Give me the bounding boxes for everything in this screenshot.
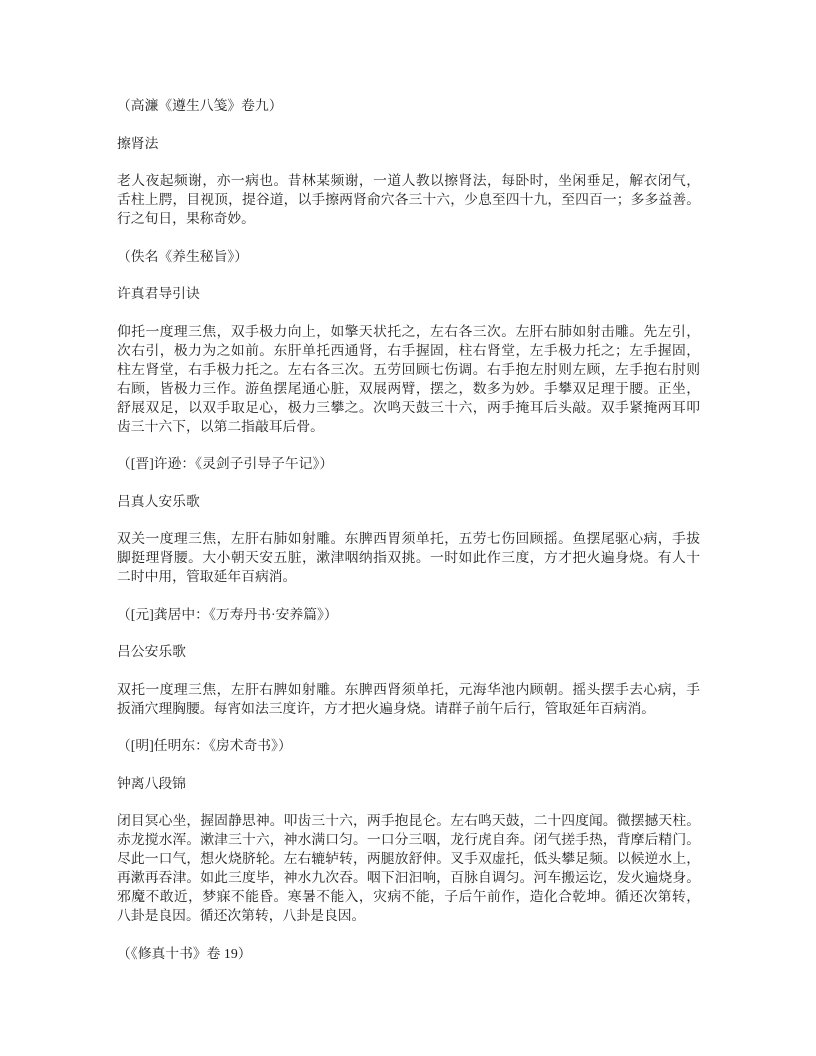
paragraph-line: 脚挺理肾腰。大小朝天安五脏，漱津咽纳指双挑。一时如此作三度，方才把火遍身烧。有人十 xyxy=(117,550,700,565)
source-citation: （[明]任明东：《房术奇书》） xyxy=(117,738,292,753)
paragraph-line: 再漱再吞津。如此三度毕，神水九次吞。咽下汩汩响，百脉自调匀。河车搬运讫，发火遍烧身。 xyxy=(117,870,700,885)
document-content xyxy=(117,96,700,963)
paragraph-line: 双托一度理三焦，左肝右脾如射雕。东脾西肾须单托，元海华池内顾朝。摇头摆手去心病，手 xyxy=(117,681,700,697)
section-heading: 吕公安乐歌 xyxy=(117,644,186,659)
paragraph xyxy=(117,171,700,228)
paragraph-line: 齿三十六下，以第二指敲耳后骨。 xyxy=(117,418,324,434)
paragraph-line: 柱左肾堂，右手极力托之。左右各三次。五劳回顾七伤调。右手抱左肘则左顾，左手抱右肘则 xyxy=(117,361,700,377)
paragraph-line: 行之旬日，果称奇妙。 xyxy=(117,211,255,226)
paragraph-line: 尽此一口气，想火烧脐轮。左右辘轳转，两腿放舒伸。叉手双虚托，低头攀足频。以候逆水上， xyxy=(117,851,700,866)
section-heading: 擦肾法 xyxy=(117,135,159,151)
paragraph xyxy=(117,529,700,586)
paragraph xyxy=(117,811,700,925)
paragraph-line: 扳涌穴理胸腰。每宵如法三度许，方才把火遍身烧。请群子前午后行，管取延年百病消。 xyxy=(117,700,656,716)
paragraph-line: 老人夜起频谢，亦一病也。昔林某频谢，一道人教以擦肾法，每卧时，坐闲垂足，解衣闭气， xyxy=(117,173,700,188)
paragraph-line: 舌柱上腭，目视顶，提谷道，以手擦两肾俞穴各三十六，少息至四十九，至四百一；多多益善。 xyxy=(117,192,700,207)
paragraph-line: 次右引，极力为之如前。东肝单托西通肾，右手握固，柱右肾堂，左手极力托之；左手握固， xyxy=(117,342,700,358)
section-heading: 吕真人安乐歌 xyxy=(117,493,200,509)
paragraph xyxy=(117,680,700,718)
section-heading: 许真君导引诀 xyxy=(117,286,200,301)
paragraph-line: 八卦是良因。循还次第转，八卦是良因。 xyxy=(117,908,366,923)
source-citation: （佚名《养生秘旨》） xyxy=(117,248,249,264)
source-citation: （《修真十书》卷 19） xyxy=(117,945,252,961)
paragraph-line: 赤龙搅水浑。漱津三十六，神水满口匀。一口分三咽，龙行虎自奔。闭气搓手热，背摩后精门。 xyxy=(117,832,700,847)
paragraph-line: 舒展双足，以双手取足心，极力三攀之。次鸣天鼓三十六，两手掩耳后头敲。双手紧掩两耳叩 xyxy=(117,399,700,415)
paragraph-line: 仰托一度理三焦，双手极力向上，如擎天状托之，左右各三次。左肝右肺如射击雕。先左引， xyxy=(117,323,700,339)
source-citation: （[晋]许逊：《灵剑子引导子午记》） xyxy=(117,456,334,471)
paragraph-line: 二时中用，管取延年百病消。 xyxy=(117,569,297,584)
paragraph xyxy=(117,322,700,436)
section-heading: 钟离八段锦 xyxy=(117,775,186,791)
paragraph-line: 双关一度理三焦，左肝右肺如射雕。东脾西胃须单托，五劳七伤回顾摇。鱼摆尾驱心病，手拔 xyxy=(117,531,700,546)
source-citation: （[元]龚居中：《万寿丹书·安养篇》） xyxy=(117,606,338,622)
source-citation: （高濂《遵生八笺》卷九） xyxy=(117,98,283,113)
paragraph-line: 右顾，皆极力三作。游鱼摆尾通心脏，双展两臂，摆之，数多为妙。手攀双足理于腰。正坐， xyxy=(117,380,700,396)
paragraph-line: 闭目冥心坐，握固静思神。叩齿三十六，两手抱昆仑。左右鸣天鼓，二十四度闻。微摆撼天柱。 xyxy=(117,813,700,828)
paragraph-line: 邪魔不敢近，梦寐不能昏。寒暑不能入，灾病不能，子后午前作，造化合乾坤。循还次第转， xyxy=(117,889,700,904)
